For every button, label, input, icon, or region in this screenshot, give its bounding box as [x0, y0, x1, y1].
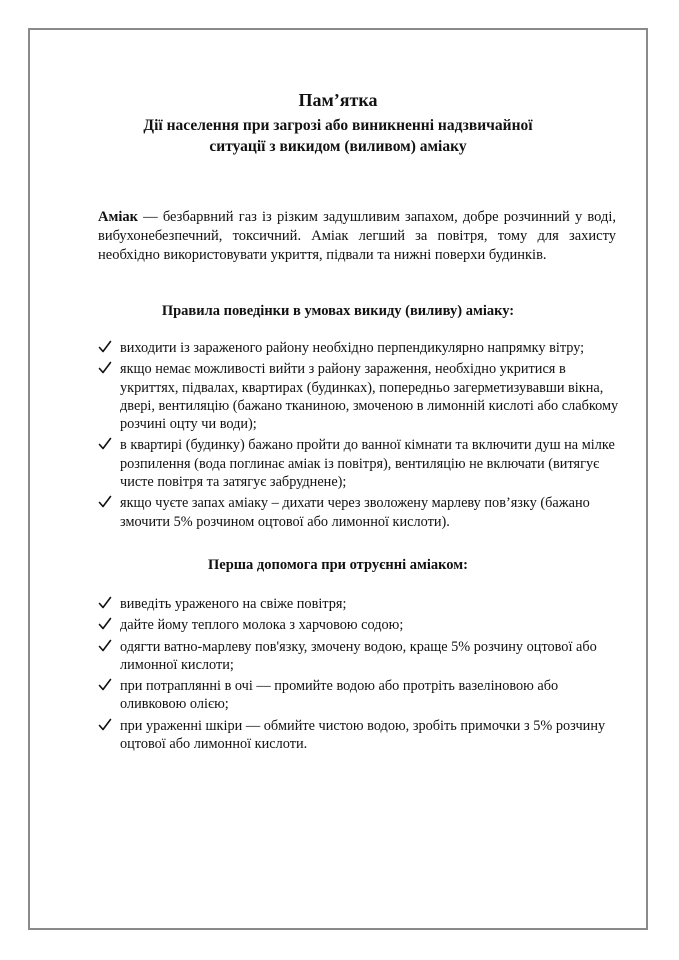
rules-list — [98, 339, 623, 534]
checkmark-icon — [98, 639, 112, 653]
checkmark-icon — [98, 678, 112, 692]
first-aid-list — [98, 595, 623, 756]
list-item — [98, 677, 623, 714]
list-item — [98, 494, 623, 531]
checkmark-icon — [98, 495, 112, 509]
checkmark-icon — [98, 596, 112, 610]
document-title: Пам’ятка — [298, 90, 378, 110]
rules-heading: Правила поведінки в умовах викиду (виливу) аміаку: — [161, 303, 515, 319]
rule-text: якщо немає можливості вийти з району зараження, необхідно укритися в укриттях, підвалах, квартирах (будинках), попередньо загерметизувавши вікна, двері, вентиляцію (бажано тканиною, змоченою в лимонній кислоті або слабкому розчині оцту чи води); — [120, 361, 619, 433]
aid-text: при потраплянні в очі — промийте водою або протріть вазеліновою або оливковою олією; — [120, 678, 559, 713]
checkmark-icon — [98, 437, 112, 451]
subtitle-line-2: ситуації з викидом (виливом) аміаку — [209, 138, 467, 155]
list-item — [98, 595, 623, 613]
list-item — [98, 638, 623, 675]
subtitle-line-1: Дії населення при загрозі або виникненні надзвичайної — [143, 117, 533, 134]
list-item — [98, 360, 623, 433]
rule-text: якщо чуєте запах аміаку – дихати через зволожену марлеву пов’язку (бажано змочити 5% розчином оцтової або лимонної кислоти). — [120, 495, 590, 530]
aid-text: одягти ватно-марлеву пов'язку, змочену водою, краще 5% розчину оцтової або лимонної кислоти; — [120, 638, 597, 673]
rule-text: в квартирі (будинку) бажано пройти до ванної кімнати та включити душ на мілке розпилення (вода поглинає аміак із повітря), вентиляцію не включати (витягує чисте повітря та затягує забруднене); — [120, 437, 615, 491]
list-item — [98, 339, 623, 357]
list-item — [98, 436, 623, 491]
document-subtitle — [28, 115, 648, 157]
rule-text: виходити із зараженого району необхідно перпендикулярно напрямку вітру; — [120, 340, 585, 356]
list-item — [98, 616, 623, 634]
intro-text: — безбарвний газ із різким задушливим запахом, добре розчинний у воді, вибухонебезпечний, токсичний. Аміак легший за повітря, тому для захисту необхідно використовувати укриття, підвали та нижні поверхи будинків. — [98, 209, 616, 263]
aid-text: дайте йому теплого молока з харчовою содою; — [120, 617, 404, 634]
intro-paragraph — [98, 208, 616, 264]
intro-term: Аміак — [98, 209, 138, 225]
checkmark-icon — [98, 340, 112, 354]
aid-text: виведіть ураженого на свіже повітря; — [120, 596, 347, 612]
checkmark-icon — [98, 718, 112, 732]
checkmark-icon — [98, 361, 112, 375]
list-item — [98, 717, 623, 754]
first-aid-heading: Перша допомога при отруєнні аміаком: — [208, 557, 468, 573]
aid-text: при ураженні шкіри — обмийте чистою водою, зробіть примочки з 5% розчину оцтової або лимонної кислоти. — [120, 717, 606, 753]
checkmark-icon — [98, 617, 112, 631]
